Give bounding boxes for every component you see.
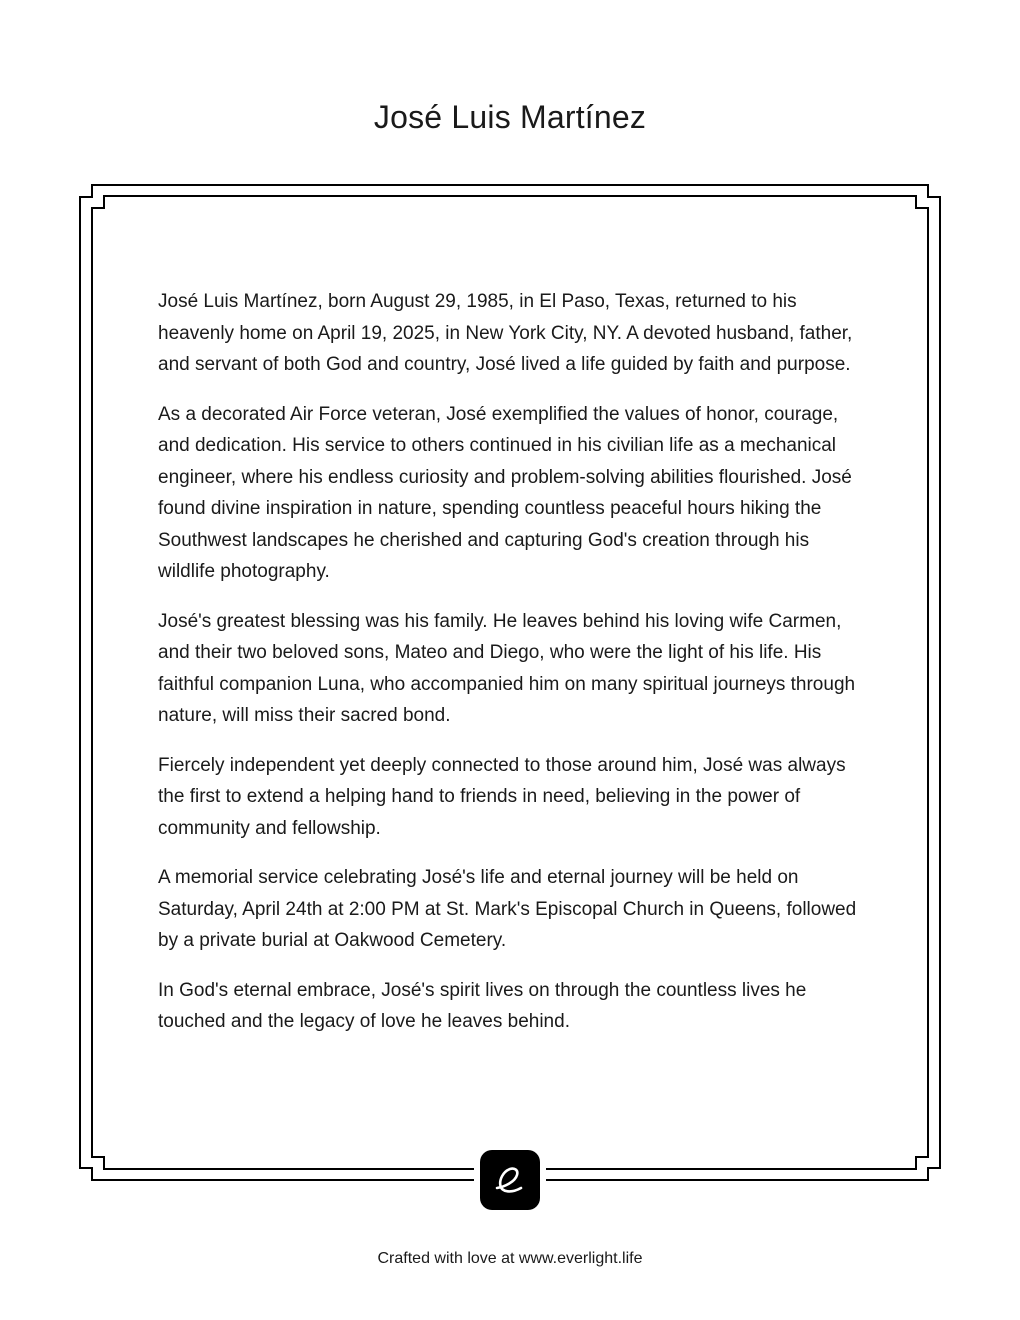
paragraph: José Luis Martínez, born August 29, 1985, in El Paso, Texas, returned to his heavenly home on April 19, 2025, in New York City, NY. A devoted husband, father, and servant of both God and country, José lived a life guided by faith and purpose. bbox=[158, 291, 853, 375]
paragraph: In God's eternal embrace, José's spirit lives on through the countless lives he touched and the legacy of love he leaves behind. bbox=[158, 979, 807, 1032]
page-title: José Luis Martínez bbox=[373, 99, 647, 135]
script-e-glyph bbox=[490, 1160, 530, 1200]
paragraph: As a decorated Air Force veteran, José exemplified the values of honor, courage, and dedication. His service to others continued in his civilian life as a mechanical engineer, where his endless curiosity and problem-solving abilities flourished. José found divine inspiration in nature, spending countless peaceful hours hiking the Southwest landscapes he cherished and capturing God's creation through his wildlife photography. bbox=[158, 403, 852, 582]
everlight-e-logo-icon bbox=[480, 1150, 540, 1210]
footer-credit: Crafted with love at www.everlight.life bbox=[377, 1250, 643, 1267]
paragraph: Fiercely independent yet deeply connected to those around him, José was always the first to extend a helping hand to friends in need, believing in the power of community and fellowship. bbox=[158, 754, 846, 839]
paragraph: José's greatest blessing was his family. He leaves behind his loving wife Carmen, and their two beloved sons, Mateo and Diego, who were the light of his life. His faithful companion Luna, who accompanied him on many spiritual journeys through nature, will miss their sacred bond. bbox=[158, 610, 856, 726]
obituary-text bbox=[158, 286, 868, 1056]
paragraph: A memorial service celebrating José's life and eternal journey will be held on Saturday, April 24th at 2:00 PM at St. Mark's Episcopal Church in Queens, followed by a private burial at Oakwood Cemetery. bbox=[158, 867, 857, 951]
